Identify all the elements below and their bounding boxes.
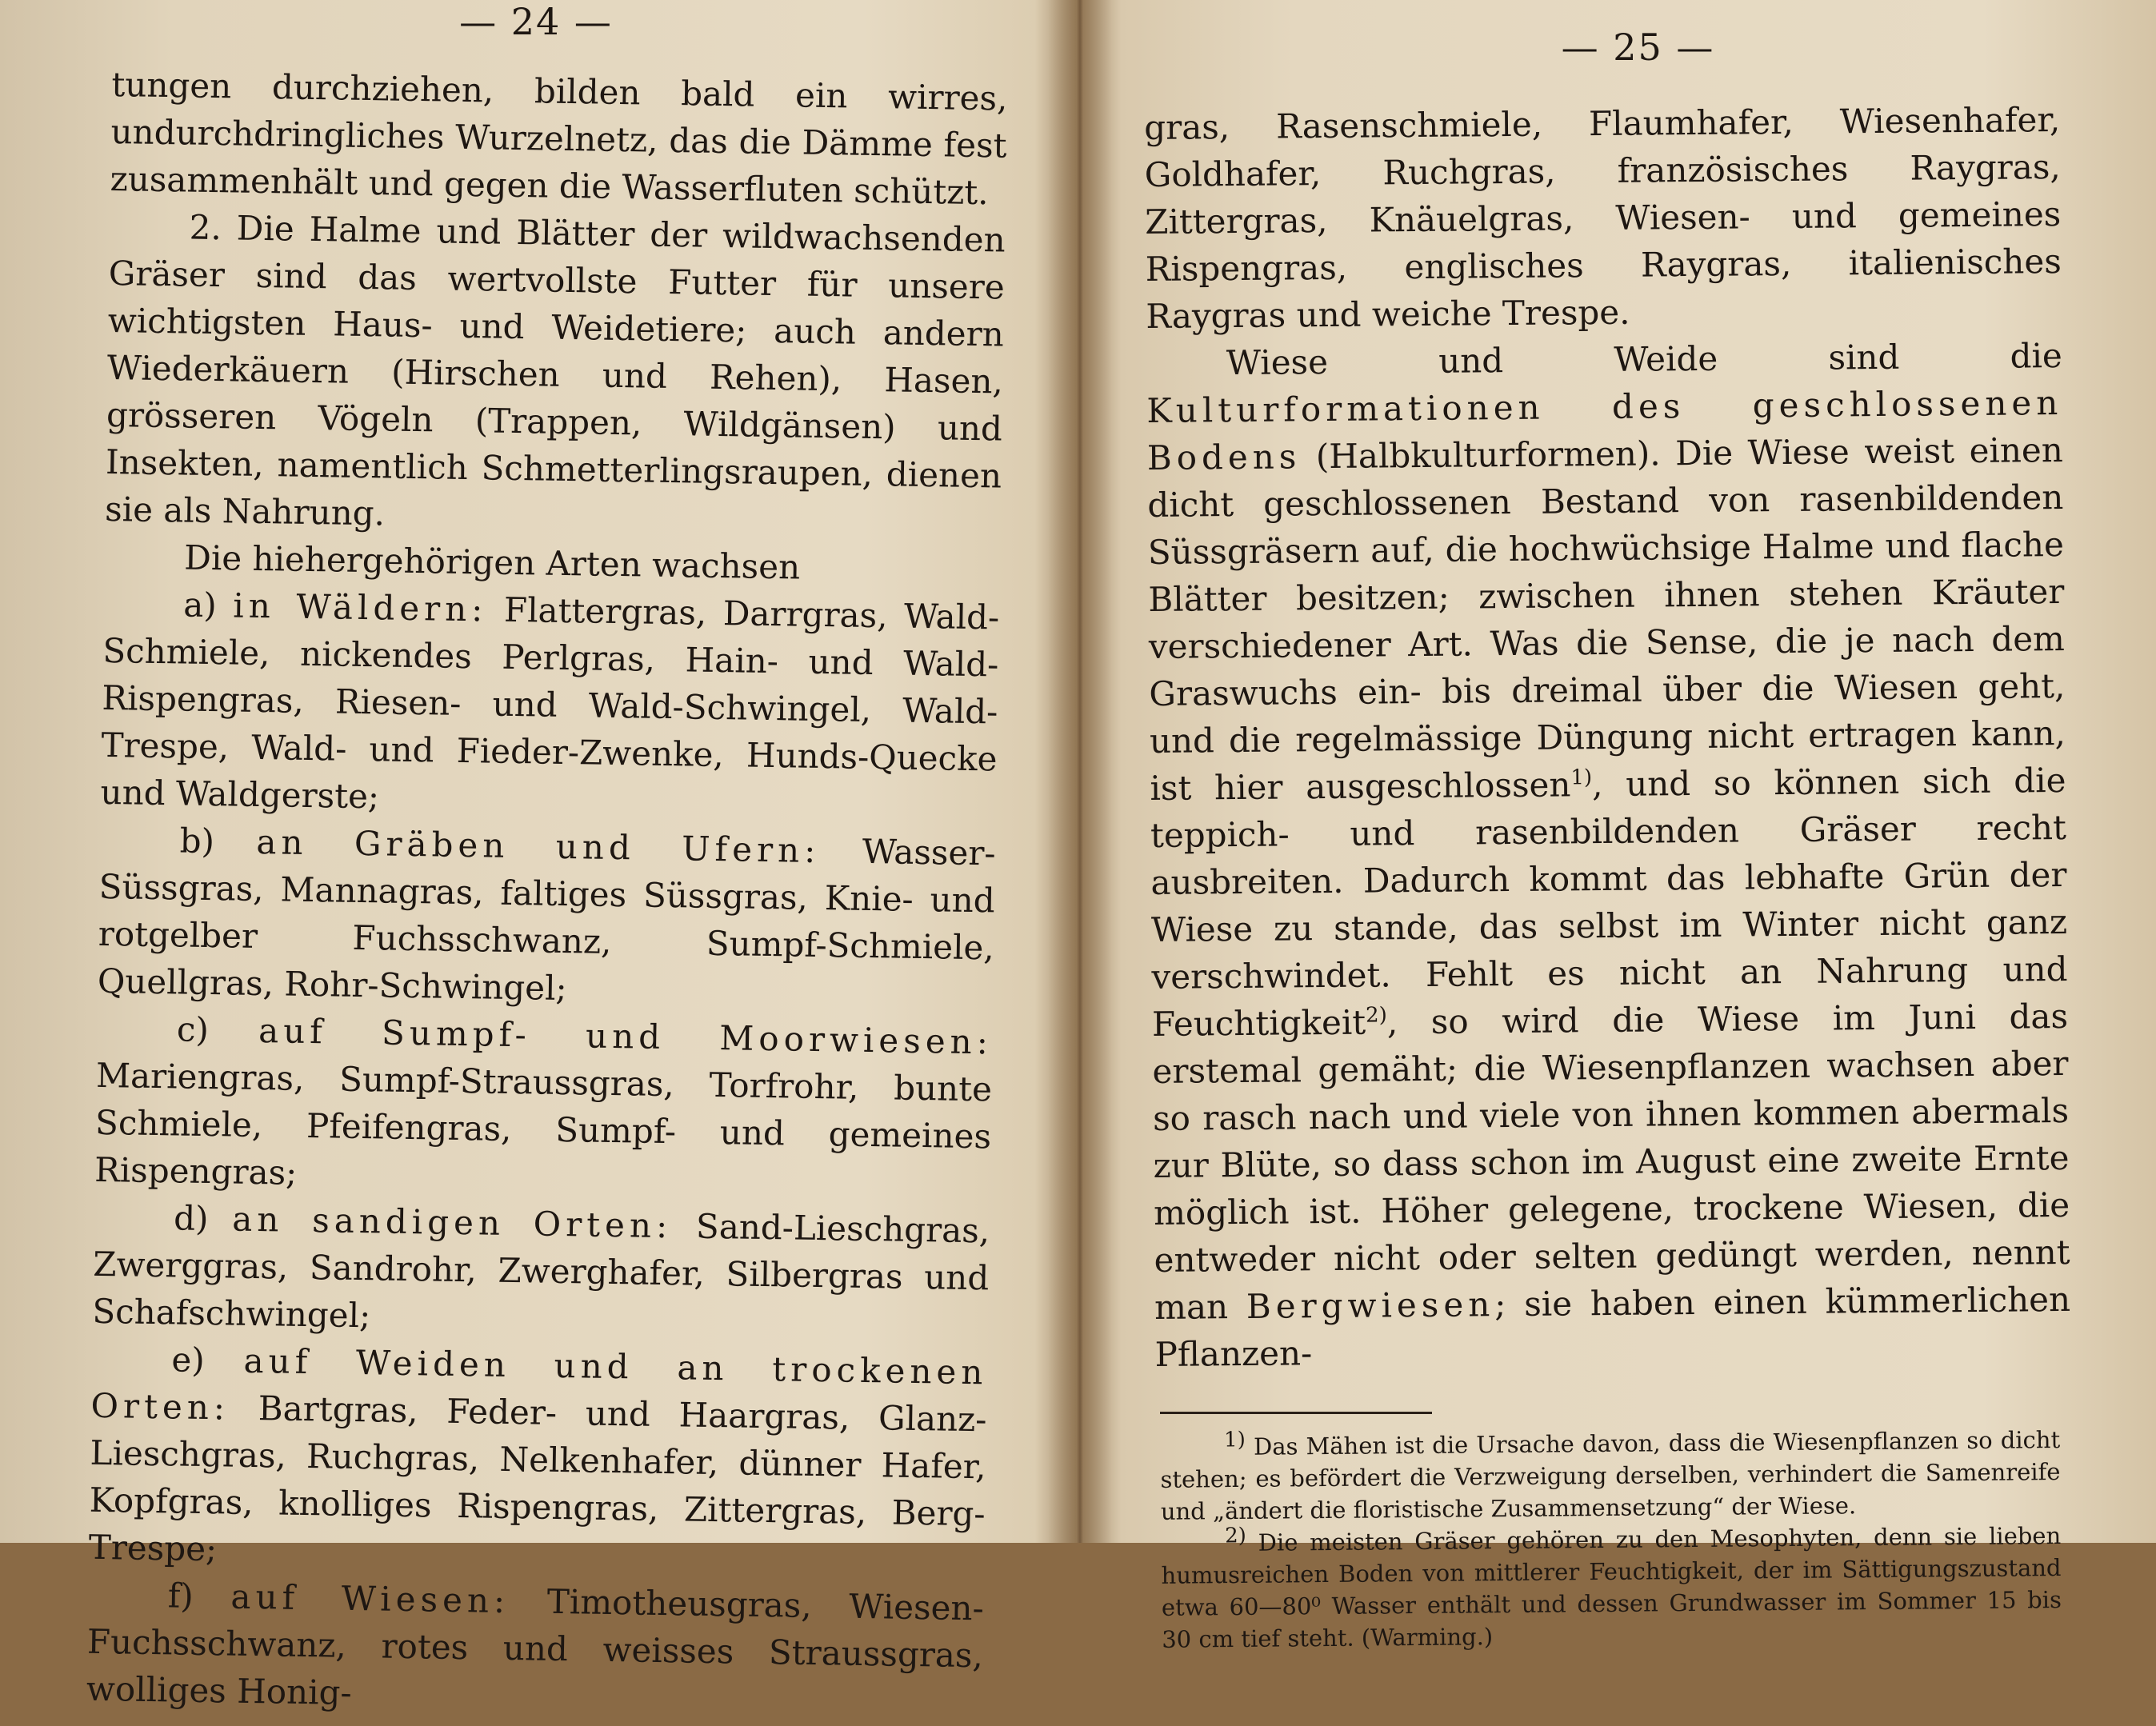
habitat-heading: an Gräben und Ufern: bbox=[256, 821, 821, 871]
text-run: , so wird die Wiese im Juni das erstemal gemäht; die Wiesenpflanzen wachsen aber so rasch nach und viele von ihnen kommen abermals zur Blüte, so dass schon im August eine zweite Ernte möglich ist. Höher gelegene, trockene Wiesen, die entweder nicht oder selten gedüngt werden, nennt man bbox=[1152, 996, 2070, 1327]
species-list: Mariengras, Sumpf-Straussgras, Torfrohr, bunte Schmiele, Pfeifengras, Sumpf- und gemeines Rispengras; bbox=[94, 1055, 993, 1193]
text-run: (Halbkulturformen). Die Wiese weist einen dicht geschlossenen Bestand von rasenbildenden Süssgräsern auf, die hochwüchsige Halme und flache Blätter besitzen; zwischen ihnen stehen Kräuter verschiedener Art. Was die Sense, die je nach dem Graswuchs ein- bis dreimal über die Wiesen geht, und die regelmässige Düngung nicht ertragen kann, ist hier ausgeschlossen bbox=[1147, 430, 2066, 808]
page-number-right: — 25 — bbox=[1561, 26, 1715, 69]
species-list: Sand-Lieschgras, Zwerggras, Sandrohr, Zwerghafer, Silbergras und Schafschwingel; bbox=[92, 1206, 990, 1336]
habitat-entry-f bbox=[86, 1571, 985, 1726]
species-list: Timotheusgras, Wiesen-Fuchsschwanz, rotes und weisses Straussgras, wolliges Honig- bbox=[86, 1581, 985, 1712]
species-list: Flattergras, Darrgras, Wald-Schmiele, nickendes Perlgras, Hain- und Wald-Rispengras, Riesen- und Wald-Schwingel, Wald-Trespe, Wald- und Fieder-Zwenke, Hunds-Quecke und Waldgerste; bbox=[100, 589, 1000, 817]
paragraph-item-2: 2. Die Halme und Blätter der wildwachsenden Gräser sind das wertvollste Futter für unsere wichtigsten Haus- und Weidetiere; auch andern Wiederkäuern (Hirschen und Rehen), Hasen, grösseren Vögeln (Trappen, Wildgänsen) und Insekten, namentlich Schmetterlingsraupen, dienen sie als Nahrung. bbox=[104, 207, 1006, 533]
footnote-1 bbox=[1160, 1424, 2061, 1528]
footnote-reference-2: 2) bbox=[1365, 1003, 1387, 1028]
text-run: ; sie haben einen kümmerlichen Pflanzen- bbox=[1154, 1279, 2071, 1374]
footnote-text: Das Mähen ist die Ursache davon, dass die Wiesenpflanzen so dicht stehen; es befördert die Verzweigung derselben, verhindert die Samenreife und „ändert die floristische Zusammensetzung“ der Wiese. bbox=[1160, 1426, 2061, 1525]
emphasized-term: Kulturformationen des geschlossenen Bodens bbox=[1146, 382, 2063, 477]
footnote-mark: 1) bbox=[1223, 1428, 1246, 1452]
page-number-left: — 24 — bbox=[459, 0, 613, 43]
habitat-entry-c bbox=[94, 1005, 994, 1208]
footnote-reference-1: 1) bbox=[1570, 765, 1593, 790]
entry-label: f) bbox=[167, 1576, 194, 1616]
emphasized-term: Bergwiesen bbox=[1246, 1285, 1495, 1326]
footnote-divider bbox=[1160, 1412, 1432, 1414]
species-list: Bartgras, Feder- und Haargras, Glanz-Lieschgras, Ruchgras, Nelkenhafer, dünner Hafer, Kopfgras, knolliges Rispengras, Zittergras, Berg-Trespe; bbox=[88, 1388, 987, 1569]
habitat-entry-e bbox=[88, 1335, 987, 1585]
entry-label: a) bbox=[182, 585, 218, 625]
left-page bbox=[0, 0, 1076, 1712]
species-list: Wasser-Süssgras, Mannagras, faltiges Süssgras, Knie- und rotgelber Fuchsschwanz, Sumpf-Schmiele, Quellgras, Rohr-Schwingel; bbox=[97, 831, 996, 1009]
footnote-text: Die meisten Gräser gehören zu den Mesophyten, denn sie lieben humusreichen Boden von mittlerer Feuchtigkeit, der im Sättigungszustand etwa 60—80⁰ Wasser enthält und dessen Grundwasser im Sommer 15 bis 30 cm tief steht. (Warming.) bbox=[1161, 1522, 2062, 1653]
entry-label: d) bbox=[173, 1198, 209, 1239]
right-page-text bbox=[1144, 96, 2071, 1378]
left-page-text bbox=[86, 61, 1008, 1726]
text-run: Wiese und Weide sind die bbox=[1226, 335, 2063, 383]
habitat-heading: an sandigen Orten: bbox=[231, 1199, 673, 1246]
footnote-2 bbox=[1161, 1520, 2062, 1656]
habitat-heading: auf Wiesen: bbox=[230, 1576, 510, 1621]
text-run: , und so können sich die teppich- und rasenbildenden Gräser recht ausbreiten. Dadurch kommt das lebhafte Grün der Wiese zu stande, das selbst im Winter nicht ganz verschwindet. Fehlt es nicht an Nahrung und Feuchtigkeit bbox=[1150, 760, 2068, 1044]
species-intro: Die hiehergehörigen Arten wachsen bbox=[183, 537, 801, 587]
right-page bbox=[1076, 0, 2156, 1653]
footnote-mark: 2) bbox=[1225, 1524, 1246, 1548]
habitat-heading: auf Sumpf- und Moorwiesen: bbox=[258, 1011, 994, 1062]
habitat-heading: auf Weiden und an trockenen Orten: bbox=[90, 1340, 988, 1428]
entry-label: c) bbox=[176, 1009, 210, 1050]
continuation-paragraph: gras, Rasenschmiele, Flaumhafer, Wiesenhafer, Goldhafer, Ruchgras, französisches Raygras, Zittergras, Knäuelgras, Wiesen- und gemeines Rispengras, englisches Raygras, italienisches Raygras und weiche Trespe. bbox=[1144, 100, 2062, 336]
continuation-paragraph: tungen durchziehen, bilden bald ein wirres, undurchdringliches Wurzelnetz, das die Dämme fest zusammenhält und gegen die Wasserfluten schützt. bbox=[110, 64, 1008, 213]
habitat-entry-a bbox=[100, 580, 999, 830]
entry-label: e) bbox=[171, 1340, 206, 1380]
habitat-entry-d bbox=[92, 1193, 990, 1349]
meadow-paragraph bbox=[1146, 332, 2071, 1378]
footnotes bbox=[1144, 1424, 2062, 1656]
entry-label: b) bbox=[179, 821, 215, 861]
habitat-entry-b bbox=[97, 816, 996, 1019]
habitat-heading: in Wäldern: bbox=[232, 585, 488, 629]
